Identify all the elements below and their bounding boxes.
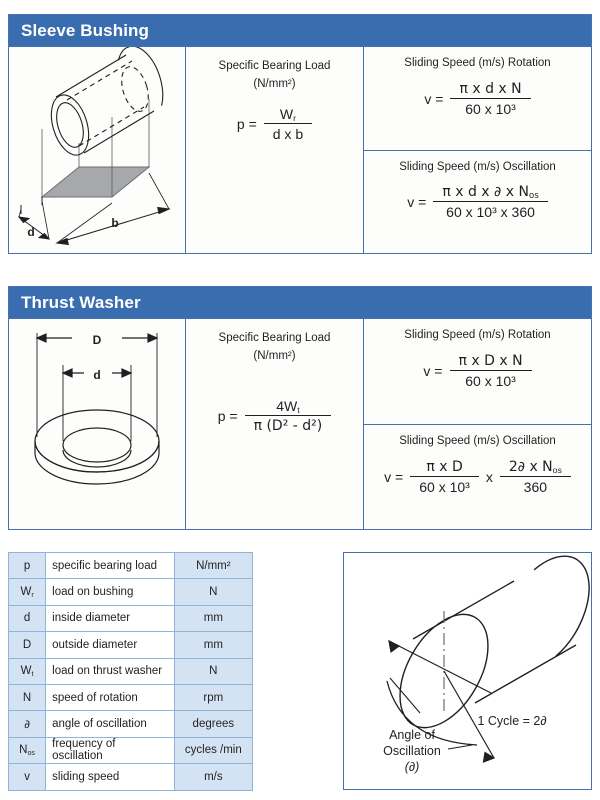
unit-cell: m/s bbox=[174, 764, 252, 790]
section-sleeve-bushing bbox=[8, 14, 592, 254]
table-row bbox=[9, 684, 253, 710]
symbol-cell: d bbox=[9, 605, 46, 631]
nomenclature-table bbox=[8, 552, 253, 791]
table-row bbox=[9, 711, 253, 737]
denominator: 360 bbox=[500, 476, 571, 495]
unit-cell: cycles /min bbox=[174, 737, 252, 763]
dim-label-d: d bbox=[93, 368, 101, 382]
speed-caption: Sliding Speed (m/s) Oscillation bbox=[399, 160, 556, 173]
thrust-load-equation bbox=[218, 398, 332, 434]
unit-cell: mm bbox=[174, 632, 252, 658]
description-cell: sliding speed bbox=[46, 764, 175, 790]
dim-label-b: b bbox=[111, 216, 119, 230]
speed-caption: Sliding Speed (m/s) Rotation bbox=[404, 57, 551, 69]
table-row bbox=[9, 737, 253, 763]
unit-cell: N bbox=[174, 579, 252, 605]
fraction bbox=[450, 353, 532, 389]
cycle-note: 1 Cycle = 2∂ bbox=[477, 714, 547, 728]
denominator: d x b bbox=[264, 123, 312, 142]
table-row bbox=[9, 658, 253, 684]
unit-cell: N bbox=[174, 658, 252, 684]
description-cell: specific bearing load bbox=[46, 553, 175, 579]
fraction bbox=[450, 81, 530, 117]
dim-label-d: d bbox=[27, 225, 35, 239]
numerator: π x D bbox=[426, 458, 463, 475]
symbol-cell: N bbox=[9, 684, 46, 710]
symbol-cell: D bbox=[9, 632, 46, 658]
speed-caption: Sliding Speed (m/s) Oscillation bbox=[399, 434, 556, 447]
thrust-rotation-speed bbox=[364, 319, 591, 424]
sleeve-rotation-speed bbox=[364, 47, 591, 150]
symbol-cell: $W_t$ bbox=[9, 658, 46, 684]
unit-cell: rpm bbox=[174, 684, 252, 710]
sleeve-rotation-equation bbox=[424, 81, 530, 117]
sleeve-sliding-speed-cell bbox=[364, 47, 591, 253]
fraction-left bbox=[410, 459, 479, 495]
symbol-cell: ∂ bbox=[9, 711, 46, 737]
equation-lhs: v = bbox=[423, 362, 443, 379]
numerator: $4W_t$ bbox=[276, 398, 300, 415]
sleeve-oscillation-equation bbox=[407, 184, 548, 220]
fraction bbox=[264, 106, 312, 142]
load-caption-line2: (N/mm²) bbox=[253, 349, 296, 362]
equation-lhs: p = bbox=[236, 116, 257, 133]
fraction bbox=[245, 398, 332, 434]
thrust-rotation-equation bbox=[423, 353, 531, 389]
table-body bbox=[9, 553, 253, 791]
thrust-oscillation-speed bbox=[364, 424, 591, 530]
sleeve-oscillation-speed bbox=[364, 150, 591, 254]
symbol-cell: $N_{os}$ bbox=[9, 737, 46, 763]
dim-label-D: D bbox=[92, 333, 102, 347]
sleeve-bushing-drawing-cell bbox=[9, 47, 186, 253]
description-cell: outside diameter bbox=[46, 632, 175, 658]
denominator: 60 x 10³ bbox=[410, 476, 479, 495]
symbol-cell: v bbox=[9, 764, 46, 790]
table-row bbox=[9, 553, 253, 579]
equation-lhs: v = bbox=[407, 194, 427, 211]
description-cell: frequency of oscillation bbox=[46, 737, 175, 763]
oscillation-cylinder-diagram bbox=[344, 553, 591, 789]
load-caption-line2: (N/mm²) bbox=[253, 77, 296, 90]
numerator: π x D x N bbox=[458, 352, 523, 369]
numerator: 2∂ x $N_{os}$ bbox=[508, 459, 562, 476]
numerator: $W_r$ bbox=[279, 106, 296, 123]
thrust-oscillation-equation bbox=[384, 458, 571, 495]
section-title: Sleeve Bushing bbox=[21, 20, 149, 40]
thrust-sliding-speed-cell bbox=[364, 319, 591, 529]
thrust-washer-elevation bbox=[9, 319, 185, 530]
thrust-specific-bearing-load-cell bbox=[186, 319, 364, 529]
load-caption-line1: Specific Bearing Load bbox=[218, 60, 331, 72]
equation-lhs: v = bbox=[424, 90, 444, 107]
table-row bbox=[9, 764, 253, 790]
unit-cell: degrees bbox=[174, 711, 252, 737]
section-header-sleeve-bushing bbox=[9, 15, 591, 47]
unit-cell: N/mm² bbox=[174, 553, 252, 579]
description-cell: angle of oscillation bbox=[46, 711, 175, 737]
description-cell: inside diameter bbox=[46, 605, 175, 631]
section-thrust-washer bbox=[8, 286, 592, 530]
equation-lhs: v = bbox=[384, 468, 404, 485]
numerator: π x d x N bbox=[459, 80, 522, 97]
sleeve-bushing-isometric bbox=[9, 47, 185, 254]
numerator: π x d x ∂ x $N_{os}$ bbox=[442, 184, 539, 201]
thrust-washer-drawing-cell bbox=[9, 319, 186, 529]
unit-cell: mm bbox=[174, 605, 252, 631]
denominator: π (D² - d²) bbox=[245, 415, 332, 434]
load-caption-line1: Specific Bearing Load bbox=[218, 332, 331, 344]
table-row bbox=[9, 605, 253, 631]
section-title: Thrust Washer bbox=[21, 292, 141, 312]
angle-label-line2: Oscillation bbox=[383, 744, 441, 758]
description-cell: speed of rotation bbox=[46, 684, 175, 710]
symbol-cell: $W_r$ bbox=[9, 579, 46, 605]
description-cell: load on bushing bbox=[46, 579, 175, 605]
fraction bbox=[433, 184, 547, 220]
oscillation-diagram-panel bbox=[343, 552, 592, 790]
speed-caption: Sliding Speed (m/s) Rotation bbox=[404, 329, 551, 341]
sleeve-specific-bearing-load-cell bbox=[186, 47, 364, 253]
section-header-thrust-washer bbox=[9, 287, 591, 319]
angle-label-line1: Angle of bbox=[389, 728, 435, 742]
denominator: 60 x 10³ x 360 bbox=[433, 201, 547, 220]
multiply-operator: x bbox=[485, 468, 493, 485]
sleeve-load-equation bbox=[237, 106, 312, 142]
denominator: 60 x 10³ bbox=[450, 370, 532, 389]
table-row bbox=[9, 579, 253, 605]
description-cell: load on thrust washer bbox=[46, 658, 175, 684]
angle-label-line3: (∂) bbox=[404, 760, 420, 774]
equation-lhs: p = bbox=[217, 408, 238, 425]
fraction-right bbox=[500, 458, 571, 495]
symbol-cell: p bbox=[9, 553, 46, 579]
denominator: 60 x 10³ bbox=[450, 98, 530, 117]
section-body bbox=[9, 319, 591, 529]
section-body bbox=[9, 47, 591, 253]
table-row bbox=[9, 632, 253, 658]
